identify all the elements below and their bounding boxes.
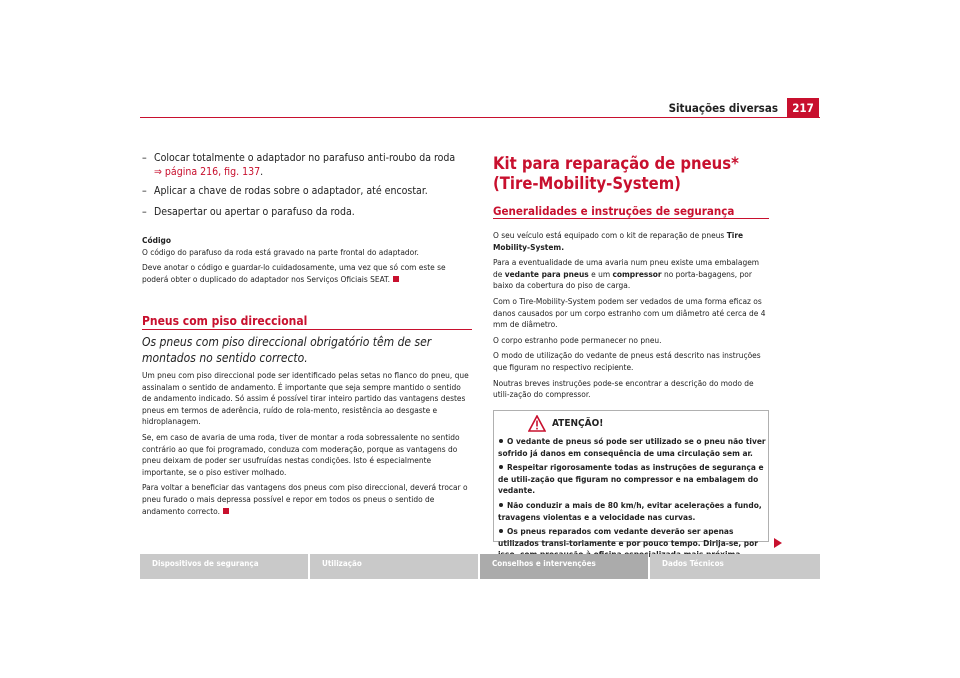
page-reference-link[interactable]: ⇒ página 216, fig. 137 [154, 166, 261, 178]
kit-subtitle: Generalidades e instruções de segurança [493, 204, 735, 218]
warning-item [498, 462, 766, 497]
warning-text: Respeitar rigorosamente todas as instruções de segurança e de utili-zação que figuram no compressor e na embalagem do vedante. [498, 462, 764, 496]
warning-triangle-icon [528, 415, 546, 432]
step-2 [142, 184, 472, 198]
code-heading: Código [142, 235, 171, 245]
kit-paragraph-2e: no porta-bagagens, por baixo da cobertura do piso de carga. [493, 268, 752, 291]
kit-paragraph-4: O corpo estranho pode permanecer no pneu. [493, 334, 662, 345]
kit-subtitle-rule [493, 218, 769, 219]
kit-paragraph-2a: Para a eventualidade de uma avaria num pneu existe uma embalagem de [493, 257, 760, 279]
warning-text: Os pneus reparados com vedante deverão ser apenas utilizados transi-toriamente e por pouco tempo. Dirija-se, por [498, 526, 758, 548]
warning-item [498, 500, 766, 523]
warning-text: O vedante de pneus só pode ser utilizado se o pneu não tiver sofrido já danos em consequência de uma circulação sem ar. [498, 436, 766, 458]
footer-tab-safety[interactable] [140, 554, 308, 579]
warning-box [493, 410, 769, 548]
kit-paragraph-1: O seu veículo está equipado com o kit de reparação de pneus [493, 230, 727, 240]
warning-text: Não conduzir a mais de 80 km/h, evitar acelerações a fundo, travagens violentas e a velocidade nas curvas. [498, 499, 762, 522]
kit-compressor-term: compressor [612, 268, 662, 279]
step-3 [142, 205, 472, 219]
footer-tab-advice[interactable] [480, 554, 648, 579]
section-paragraph-2: Se, em caso de avaria de uma roda, tiver de montar a roda sobressalente no sentido contrário ao que foi programado, conduza com moderação, porque as vantagens do pneu deixam de poder ser usufruídas nestas condições. Isto é especialmente importante, se o piso estiver molhado. [142, 431, 460, 477]
bullet-icon [499, 465, 503, 469]
step-1-after: . [260, 166, 264, 178]
kit-product-name: Tire Mobility-System. [493, 230, 744, 252]
code-paragraph-1: O código do parafuso da roda está gravado na parte frontal do adaptador. [142, 246, 419, 257]
section-paragraph-3: Para voltar a beneficiar das vantagens dos pneus com piso direccional, deverá trocar o pneu furado o mais depressa possível e repor em todos os pneus o sentido de andamento correcto. [142, 482, 468, 516]
section-title: Pneus com piso direccional [142, 314, 308, 328]
section-lead: Os pneus com piso direccional obrigatório têm de ser montados no sentido correcto. [142, 335, 432, 365]
end-mark [393, 276, 399, 282]
bullet-icon [499, 503, 503, 507]
footer-tab-label: Dispositivos de segurança [152, 559, 259, 568]
section-paragraph-1: Um pneu com piso direccional pode ser identificado pelas setas no flanco do pneu, que assinalam o sentido de andamento. É importante que seja sempre mantido o sentido de andamento indicado. Só assim é possível tirar inteiro partido das vantagens destes pneus em termos de aderência, ruído de rola-mento, resistência ao desgaste e hidroplanagem. [142, 370, 469, 427]
page-header-title: Situações diversas [668, 101, 778, 115]
section-body [142, 370, 472, 517]
page-number: 217 [787, 98, 819, 118]
header-rule [140, 117, 820, 118]
warning-item [498, 436, 766, 459]
footer-tab-tech-data[interactable] [650, 554, 820, 579]
kit-body [493, 230, 769, 401]
kit-paragraph-3: Com o Tire-Mobility-System podem ser vedados de uma forma eficaz os danos causados por um corpo estranho com um diâmetro até cerca de 4 mm de diâmetro. [493, 295, 766, 330]
kit-title: Kit para reparação de pneus* (Tire-Mobility-System) [493, 154, 739, 193]
continue-arrow-icon[interactable] [773, 534, 783, 546]
code-section [142, 235, 472, 285]
code-paragraph-2: Deve anotar o código e guardar-lo cuidadosamente, uma vez que só com este se poderá obter o duplicado do adaptador nos Serviços Oficiais SEAT. [142, 262, 446, 284]
kit-paragraph-2c: e um [588, 268, 613, 279]
step-1-text: Colocar totalmente o adaptador no parafuso anti-roubo da roda [154, 152, 456, 164]
footer-tab-label: Utilização [322, 559, 362, 568]
footer-tab-label: Conselhos e intervenções [492, 559, 596, 568]
kit-paragraph-6: Noutras breves instruções pode-se encontrar a descrição do modo de utili-zação do compressor. [493, 377, 754, 400]
bullet-icon [499, 529, 503, 533]
warning-title: ATENÇÃO! [552, 418, 604, 429]
step-1 [142, 151, 472, 179]
section-rule [142, 329, 472, 330]
footer-tab-label: Dados Técnicos [662, 559, 724, 568]
footer-tab-usage[interactable] [310, 554, 478, 579]
step-2-text: Aplicar a chave de rodas sobre o adaptador, até encostar. [154, 185, 428, 197]
end-mark [223, 508, 229, 514]
kit-paragraph-5: O modo de utilização do vedante de pneus está descrito nas instruções que figuram no respectivo recipiente. [493, 350, 761, 372]
dash-marker: – [142, 185, 147, 197]
step-3-text: Desapertar ou apertar o parafuso da roda. [154, 206, 355, 218]
dash-marker: – [142, 206, 147, 218]
dash-marker: – [142, 152, 147, 164]
bullet-icon [499, 439, 503, 443]
kit-sealant-term: vedante para pneus [504, 268, 589, 279]
